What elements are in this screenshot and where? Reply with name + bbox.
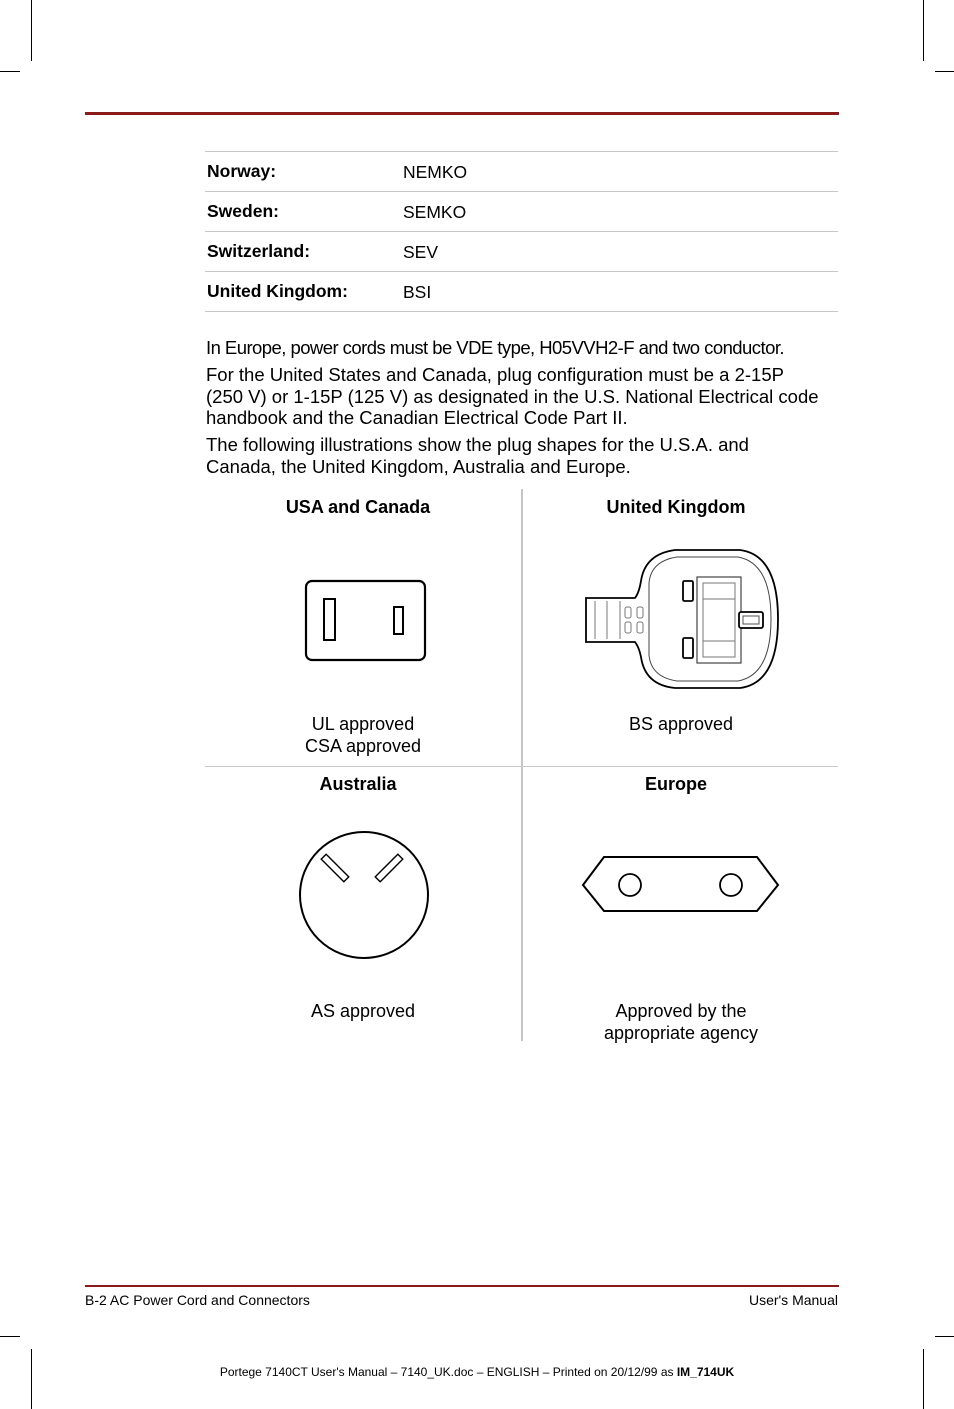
plug-cell-australia bbox=[205, 767, 521, 1041]
plug-caption bbox=[205, 714, 521, 757]
plug-title: Europe bbox=[644, 774, 707, 794]
caption-line: CSA approved bbox=[304, 735, 422, 756]
agency-value: NEMKO bbox=[403, 162, 468, 182]
europe-plug-icon bbox=[582, 856, 780, 914]
table-row bbox=[205, 152, 838, 192]
country-label: Sweden: bbox=[207, 201, 279, 221]
australia-plug-icon bbox=[298, 830, 430, 960]
plug-illustrations bbox=[205, 489, 838, 1041]
crop-mark bbox=[923, 0, 924, 61]
uk-plug-icon bbox=[585, 549, 781, 691]
table-row bbox=[205, 192, 838, 232]
crop-mark bbox=[935, 71, 954, 72]
agency-value: SEMKO bbox=[403, 202, 467, 222]
print-info-line bbox=[0, 1365, 954, 1379]
print-info-text: Portege 7140CT User's Manual – 7140_UK.doc – ENGLISH – Printed on 20/12/99 as bbox=[219, 1365, 677, 1379]
footer-rule bbox=[85, 1285, 839, 1287]
header-rule bbox=[85, 112, 839, 115]
plug-title: United Kingdom bbox=[606, 497, 746, 517]
country-label: Switzerland: bbox=[207, 241, 311, 261]
footer-section-label: B-2 AC Power Cord and Connectors bbox=[85, 1292, 310, 1308]
europe-cord-paragraph: In Europe, power cords must be VDE type, H05VVH2-F and two conductor. bbox=[206, 337, 784, 358]
caption-line: UL approved bbox=[311, 714, 415, 734]
approval-table bbox=[205, 151, 838, 312]
plug-caption: AS approved bbox=[310, 1001, 416, 1021]
crop-mark bbox=[0, 71, 20, 72]
crop-mark bbox=[31, 1349, 32, 1409]
plug-title: Australia bbox=[319, 774, 397, 794]
agency-value: SEV bbox=[403, 242, 439, 262]
crop-mark bbox=[923, 1349, 924, 1409]
crop-mark bbox=[31, 0, 32, 61]
country-label: United Kingdom: bbox=[207, 281, 348, 301]
illustrations-intro-paragraph: The following illustrations show the plug shapes for the U.S.A. and Canada, the United Kingdom, Australia and Europe. bbox=[206, 434, 749, 477]
plug-caption bbox=[523, 1001, 839, 1044]
crop-mark bbox=[935, 1336, 954, 1337]
usa-plug-icon bbox=[305, 580, 427, 662]
print-info-code: IM_714UK bbox=[676, 1365, 735, 1379]
plug-title: USA and Canada bbox=[285, 497, 431, 517]
plug-cell-uk bbox=[523, 489, 839, 766]
plug-cell-usa bbox=[205, 489, 521, 766]
country-label: Norway: bbox=[207, 161, 277, 181]
caption-line: Approved by the bbox=[615, 1001, 747, 1021]
usa-canada-paragraph: For the United States and Canada, plug configuration must be a 2-15P (250 V) or 1-15P (125 V) as designated in the U.S. National Electrical code handbook and the Canadian Electrical Code Part II. bbox=[206, 364, 819, 428]
crop-mark bbox=[0, 1336, 20, 1337]
agency-value: BSI bbox=[403, 282, 432, 302]
footer-manual-label: User's Manual bbox=[748, 1292, 838, 1308]
caption-line: appropriate agency bbox=[603, 1022, 759, 1043]
table-row bbox=[205, 232, 838, 272]
plug-caption: BS approved bbox=[628, 714, 734, 734]
plug-cell-europe bbox=[523, 767, 839, 1041]
table-row bbox=[205, 272, 838, 312]
